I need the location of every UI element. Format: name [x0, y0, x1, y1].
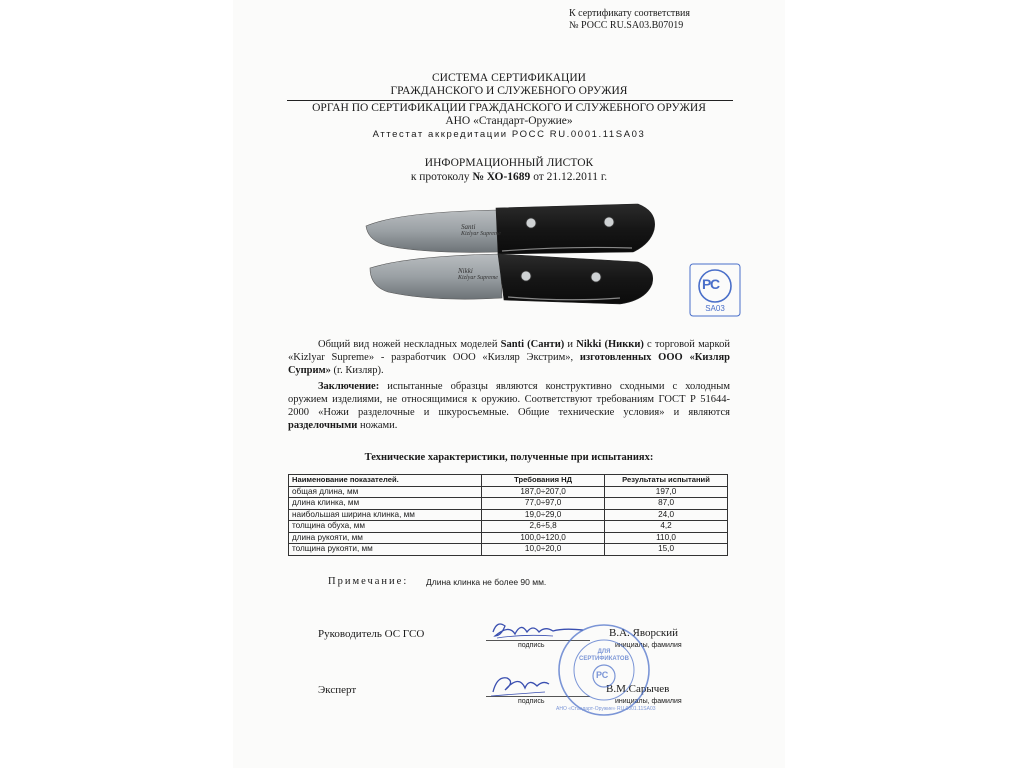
note-text: Длина клинка не более 90 мм. [426, 577, 547, 587]
spec-table [288, 474, 728, 556]
accreditation: Аттестат аккредитации РОСС RU.0001.11SA03 [372, 129, 646, 140]
knife1-sub: Kizlyar Supreme [461, 231, 501, 237]
conclusion-type: разделочными [288, 420, 358, 431]
row-result: 87,0 [605, 498, 728, 510]
conclusion-label: Заключение: [318, 381, 380, 392]
row-requirement: 19,0÷29,0 [482, 509, 605, 521]
conclusion-text-a: испытанные образцы являются конструктивно сходными с холодным оружием изделиями, не относящимися к оружию. Соответствуют требованиям ГОСТ Р 51644-2000 «Ножи разделочные и шкуросъемные. Общие технические условия» и являются [288, 381, 730, 418]
organ-block [233, 102, 785, 141]
row-result: 4,2 [605, 521, 728, 533]
table-row [289, 486, 728, 498]
seal-center-text [556, 649, 652, 663]
protocol-line [233, 170, 785, 184]
title-main: ИНФОРМАЦИОННЫЙ ЛИСТОК [424, 157, 594, 169]
cert-reference [569, 8, 690, 32]
row-name: наибольшая ширина клинка, мм [289, 509, 482, 521]
row-name: длина рукояти, мм [289, 532, 482, 544]
row-result: 24,0 [605, 509, 728, 521]
table-row [289, 509, 728, 521]
info-sheet-title [233, 156, 785, 184]
organ-name: ОРГАН ПО СЕРТИФИКАЦИИ ГРАЖДАНСКОГО И СЛУЖЕБНОГО ОРУЖИЯ [312, 102, 706, 114]
header-divider [287, 100, 733, 101]
org-name: АНО «Стандарт-Оружие» [445, 115, 573, 127]
row-name: толщина рукояти, мм [289, 544, 482, 556]
knife1-brand: Santi [461, 223, 476, 231]
seal-center-line1: ДЛЯ [597, 649, 611, 655]
expert-role: Эксперт [318, 684, 357, 696]
desc-model-santi: Santi (Санти) [500, 339, 565, 350]
system-line2: ГРАЖДАНСКОГО И СЛУЖЕБНОГО ОРУЖИЯ [390, 85, 628, 97]
seal-ring-text: АНО «Стандарт-Оружие» RU.0001.11SA03 [556, 706, 656, 712]
row-requirement: 100,0÷120,0 [482, 532, 605, 544]
row-requirement: 2,6÷5,8 [482, 521, 605, 533]
row-name: толщина обуха, мм [289, 521, 482, 533]
desc-text-e: с торговой маркой «Kizlyar Supreme» - разработчик ООО «Кизляр Экстрим», [288, 339, 730, 363]
head-name: В.А. Яворский [609, 627, 678, 639]
pct-letters: РС [702, 276, 720, 292]
desc-text-a: Общий вид ножей нескладных моделей [318, 339, 501, 350]
protocol-date: от 21.12.2011 г. [533, 171, 608, 183]
row-result: 197,0 [605, 486, 728, 498]
note-label: Примечание: [328, 576, 409, 587]
knives-photo [358, 196, 658, 316]
head-role: Руководитель ОС ГСО [318, 628, 425, 640]
table-row [289, 544, 728, 556]
tech-heading: Технические характеристики, полученные при испытаниях: [364, 452, 654, 463]
desc-manufacturer: изготовленных ООО «Кизляр Суприм» [288, 352, 730, 376]
row-name: длина клинка, мм [289, 498, 482, 510]
row-requirement: 10,0÷20,0 [482, 544, 605, 556]
desc-model-nikki: Nikki (Никки) [576, 339, 644, 350]
knife2-brand: Nikki [458, 267, 473, 275]
seal-pct-letters: РС [596, 670, 609, 680]
expert-name: В.М.Сарычев [606, 683, 670, 695]
head-name-caption: инициалы, фамилия [615, 642, 682, 649]
expert-sign-caption: подпись [518, 698, 545, 705]
table-row [289, 498, 728, 510]
table-header-row [289, 475, 728, 487]
row-requirement: 187,0÷207,0 [482, 486, 605, 498]
knife-santi [366, 204, 655, 254]
conclusion-text-c: ножами. [357, 420, 398, 431]
row-name: общая длина, мм [289, 486, 482, 498]
cert-ref-line1: К сертификату соответствия [569, 8, 690, 19]
system-line1: СИСТЕМА СЕРТИФИКАЦИИ [432, 72, 586, 84]
protocol-prefix: к протоколу [410, 171, 470, 183]
col-header-name: Наименование показателей. [289, 475, 482, 487]
certification-mark [688, 262, 742, 318]
row-requirement: 77,0÷97,0 [482, 498, 605, 510]
knife1-engraving [461, 224, 501, 238]
head-sign-caption: подпись [518, 642, 545, 649]
round-seal [556, 622, 656, 718]
col-header-result: Результаты испытаний [605, 475, 728, 487]
table-row [289, 532, 728, 544]
system-heading [233, 72, 785, 98]
knife2-engraving [458, 268, 498, 282]
pct-code: SA03 [705, 304, 725, 313]
knife2-sub: Kizlyar Supreme [458, 275, 498, 281]
row-result: 15,0 [605, 544, 728, 556]
document-page [233, 0, 785, 768]
protocol-number: № ХО-1689 [472, 171, 531, 183]
desc-text-g: (г. Кизляр). [330, 365, 384, 376]
desc-text-c: и [564, 339, 577, 350]
cert-ref-line2: № РОСС RU.SA03.B07019 [569, 20, 684, 31]
seal-center-line2: СЕРТИФИКАТОВ [579, 656, 629, 662]
table-row [289, 521, 728, 533]
knife-nikki [370, 254, 653, 304]
description-paragraph [288, 338, 730, 377]
expert-name-caption: инициалы, фамилия [615, 698, 682, 705]
col-header-requirement: Требования НД [482, 475, 605, 487]
row-result: 110,0 [605, 532, 728, 544]
conclusion-paragraph [288, 380, 730, 432]
